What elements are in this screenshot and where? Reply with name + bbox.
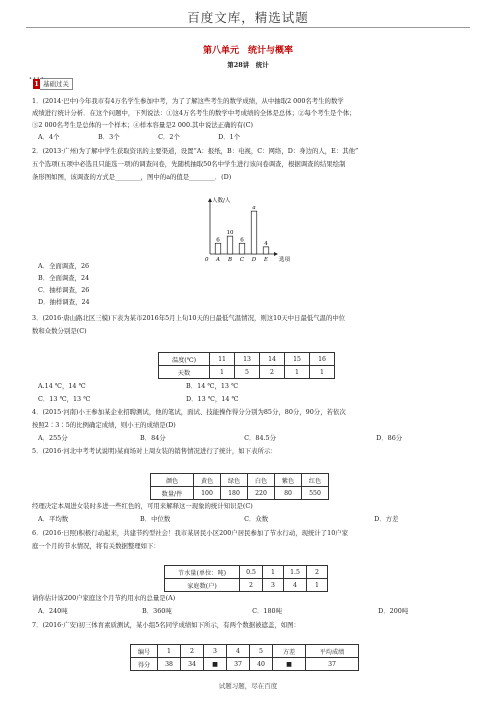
q1-option-b: B．3个 — [98, 133, 120, 141]
bar-value-label: 10 — [226, 230, 234, 237]
table-cell: 3 — [204, 645, 227, 658]
q2-line1: 2．(2013·广州)为了解中学生获取资讯的主要渠道，设置“A：报纸，B：电视，C：网络，D：身边的人，E：其他” — [32, 147, 359, 155]
q3-option-d: D．13 ℃，14 ℃ — [186, 395, 239, 403]
bar-d — [251, 211, 257, 254]
x-axis-label: 选项 — [279, 257, 291, 263]
q6-option-b: B．360吨 — [142, 607, 172, 615]
bar-chart — [198, 196, 308, 266]
q1-option-d: D．1个 — [218, 133, 241, 141]
section-badge — [29, 75, 73, 89]
table-cell: 13 — [235, 353, 260, 366]
q5-option-a: A．平均数 — [38, 515, 69, 523]
table-cell: 数量/件 — [151, 487, 194, 500]
q2-option-b: B．全面调查，24 — [38, 274, 90, 282]
q5-table — [150, 473, 329, 500]
table-row — [151, 487, 329, 500]
q6-table — [164, 565, 328, 592]
table-cell: 1 — [158, 645, 181, 658]
table-row — [159, 366, 335, 379]
table-cell: 4 — [227, 645, 250, 658]
q6-option-c: C．180吨 — [252, 607, 282, 615]
page-footer: 试题习题，尽在百度 — [218, 682, 278, 690]
table-cell: 2 — [181, 645, 204, 658]
table-row — [131, 658, 359, 671]
q3-table — [158, 352, 335, 379]
table-cell: 16 — [310, 353, 335, 366]
table-cell: 4 — [284, 579, 307, 592]
q5-line2: 经理决定本周进女装时多进一些红色的，可用来解释这一现象的统计知识是(C) — [32, 502, 253, 510]
q3-options-row1 — [38, 380, 238, 393]
q6-line2: 庭一个月的节水情况，将有关数据整理如下： — [32, 542, 160, 550]
q5-option-b: B．中位数 — [140, 515, 171, 523]
table-cell: 5 — [235, 366, 260, 379]
table-cell: 1 — [285, 366, 310, 379]
bar-a — [215, 243, 221, 254]
q1-line3: ③2 000名考生是总体的一个样本；④样本容量是2 000.其中说法正确的有(C) — [32, 121, 254, 129]
q4-line2: 按照2∶3∶5的比例确定成绩，则小王的成绩是(D) — [32, 421, 176, 429]
table-cell: 550 — [302, 487, 329, 500]
table-cell: 绿色 — [221, 474, 248, 487]
table-cell: 15 — [285, 353, 310, 366]
table-cell: 1 — [263, 566, 284, 579]
table-cell: 14 — [260, 353, 285, 366]
q6-options — [38, 605, 408, 618]
table-cell: 180 — [221, 487, 248, 500]
page-header: 百度文库，精选试题 — [187, 10, 309, 25]
bar-value-label: 6 — [216, 237, 220, 244]
x-tick-label: A — [216, 257, 220, 263]
badge-dots-decoration: ∙∙∙∙ — [29, 75, 45, 82]
bar-e — [263, 247, 269, 254]
header-rule — [26, 27, 470, 28]
table-cell: ■ — [273, 658, 306, 671]
table-cell: 1 — [310, 366, 335, 379]
table-row — [159, 353, 335, 366]
table-cell: 白色 — [248, 474, 275, 487]
q2-option-c: C．抽样调查，26 — [38, 286, 90, 294]
table-cell: 温度(℃) — [159, 353, 210, 366]
table-cell: 1.5 — [284, 566, 307, 579]
y-axis-label: 人数/人 — [212, 198, 231, 204]
table-cell: 220 — [248, 487, 275, 500]
q1-option-a: A．4个 — [38, 133, 60, 141]
q4-options — [38, 432, 402, 445]
table-cell: 紫色 — [275, 474, 302, 487]
q2-option-a: A．全面调查，26 — [38, 262, 90, 270]
table-cell: 2 — [260, 366, 285, 379]
lesson-title: 第28讲 统计 — [227, 61, 269, 69]
q6-line1: 6．(2016·日照)积极行动起来，共建节约型社会！我市某居民小区200户居民参加了节水行动，现统计了10户家 — [32, 529, 349, 537]
table-cell: 0.5 — [240, 566, 263, 579]
table-cell: 编号 — [131, 645, 158, 658]
q5-line1: 5．(2016·河北中考考试说明)某商场对上周女装的销售情况进行了统计，如下表所示： — [32, 447, 277, 455]
q4-option-c: C．84.5分 — [244, 434, 276, 442]
table-cell: 颜色 — [151, 474, 194, 487]
table-cell: 得分 — [131, 658, 158, 671]
table-cell: 3 — [263, 579, 284, 592]
table-row — [131, 645, 359, 658]
x-tick-label: C — [239, 257, 245, 263]
x-tick-label: B — [227, 257, 233, 263]
q3-line1: 3．(2016·唐山路北区三模)下表为某市2016年5月上旬10天的日最低气温情况，则这10天中日最低气温的中位 — [32, 314, 346, 322]
q4-option-a: A．255分 — [38, 434, 68, 442]
q5-options — [38, 513, 398, 526]
q6-line3: 请你估计该200户家庭这个月节约用水的总量是(A) — [32, 594, 176, 602]
q3-option-c: C．13 ℃，13 ℃ — [38, 395, 91, 403]
q1-options — [38, 131, 240, 144]
q6-option-d: D．200吨 — [378, 607, 409, 615]
q5-option-d: D．方差 — [374, 515, 399, 523]
table-cell: 34 — [181, 658, 204, 671]
table-cell: 平均成绩 — [306, 645, 359, 658]
table-cell: 37 — [306, 658, 359, 671]
q2-option-d: D．抽样调查，24 — [38, 298, 90, 306]
q1-line1: 1．(2014·巴中)今年我市有4万名学生参加中考，为了了解这些考生的数学成绩，从中抽取2 000名考生的数学 — [32, 97, 344, 105]
q6-option-a: A．240吨 — [38, 607, 68, 615]
table-cell: 红色 — [302, 474, 329, 487]
q1-line2: 成绩进行统计分析．在这个问题中，下列说法：①这4万名考生的数学中考成绩的全体是总体；②每个考生是个体； — [32, 109, 356, 117]
q3-options-row2 — [38, 393, 239, 406]
q3-option-b: B．14 ℃，13 ℃ — [186, 382, 239, 390]
table-cell: 5 — [250, 645, 273, 658]
x-tick-label: D — [251, 257, 257, 263]
q2-line3: 条形图如图，该调查的方式是________，图中的a的值是________．(D) — [32, 173, 232, 181]
bar-c — [239, 243, 245, 254]
unit-title: 第八单元 统计与概率 — [202, 46, 293, 56]
table-row — [165, 566, 328, 579]
table-cell: 天数 — [159, 366, 210, 379]
table-cell: 家庭数(户) — [165, 579, 240, 592]
q7-line1: 7．(2016·广安)初三体育素质测试，某小组5名同学成绩如下所示，有两个数据被遮盖，如图： — [32, 621, 300, 629]
table-cell: 1 — [210, 366, 235, 379]
table-cell: 黄色 — [194, 474, 221, 487]
table-cell: 38 — [158, 658, 181, 671]
table-cell: 方差 — [273, 645, 306, 658]
table-cell: 80 — [275, 487, 302, 500]
x-tick-label: E — [263, 257, 269, 263]
x-axis-arrow — [274, 252, 278, 256]
q2-options — [38, 260, 90, 308]
origin-label: 0 — [205, 257, 209, 263]
table-cell: 40 — [250, 658, 273, 671]
q1-option-c: C．2个 — [158, 133, 180, 141]
q5-option-c: C．众数 — [244, 515, 269, 523]
q2-line2: 五个选项(五项中必选且只能选一项)的调查问卷，先随机抽取50名中学生进行该问卷调查，根据调查的结果绘制 — [32, 160, 346, 168]
section-number: 1 — [34, 80, 39, 88]
table-cell: 37 — [227, 658, 250, 671]
table-cell: 2 — [307, 566, 328, 579]
table-cell: 节水量(单位：吨) — [165, 566, 240, 579]
q7-table — [130, 644, 359, 671]
table-cell: 11 — [210, 353, 235, 366]
bar-value-label: a — [252, 205, 256, 212]
q4-option-d: D．86分 — [376, 434, 403, 442]
bar-value-label: 4 — [264, 240, 268, 247]
table-cell: 1 — [307, 579, 328, 592]
bar-b — [227, 236, 233, 254]
q3-line2: 数和众数分别是(C) — [32, 327, 87, 335]
table-row — [151, 474, 329, 487]
table-cell: ■ — [204, 658, 227, 671]
q4-line1: 4．(2015·河南)小王参加某企业招聘测试，他的笔试，面试、技能操作得分分别为85分，80分，90分，若依次 — [32, 408, 346, 416]
table-cell: 100 — [194, 487, 221, 500]
table-cell: 2 — [240, 579, 263, 592]
q3-option-a: A.14 ℃，14 ℃ — [38, 382, 86, 390]
table-row — [165, 579, 328, 592]
bar-value-label: 6 — [240, 237, 244, 244]
section-label: 基础过关 — [40, 78, 73, 90]
q4-option-b: B．84分 — [140, 434, 166, 442]
